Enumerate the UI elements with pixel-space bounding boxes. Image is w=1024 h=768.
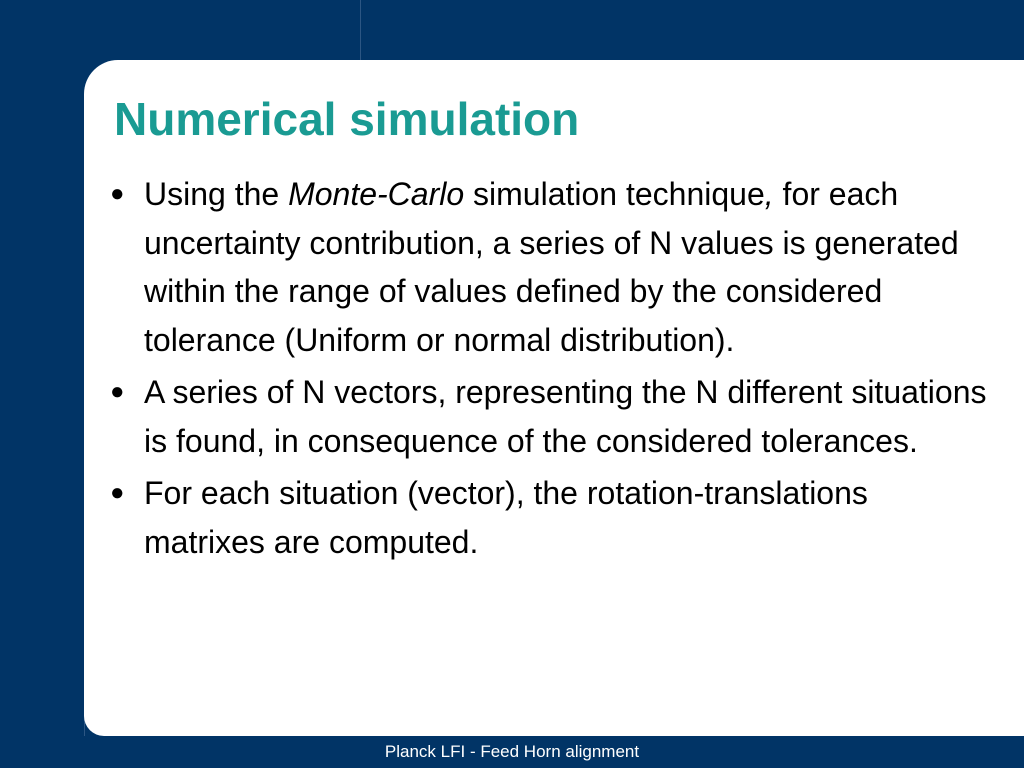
bullet-icon: ● [110, 180, 125, 207]
bullet-text: For each situation (vector), the rotation-translations matrixes are computed. [144, 475, 868, 560]
bullet-text [144, 176, 959, 358]
bullet-text: A series of N vectors, representing the N different situations is found, in consequence of the considered tolerances. [144, 374, 987, 459]
decorative-line [360, 0, 361, 60]
bullet-item [110, 469, 990, 566]
bullet-icon: ● [110, 378, 125, 405]
bullet-icon: ● [110, 479, 125, 506]
bullet-item [110, 368, 990, 465]
slide-title: Numerical simulation [114, 93, 580, 145]
monte-carlo-term: Monte-Carlo [288, 176, 465, 212]
bullet-text-part: for each uncertainty contribution, a series of N values is generated within the range of values defined by the considered tolerance (Uniform or normal distribution). [144, 176, 959, 358]
bullet-list [110, 170, 990, 570]
footer-text: Planck LFI - Feed Horn alignment [384, 742, 640, 761]
bullet-text-comma: , [764, 176, 774, 212]
bullet-text-part: simulation technique [464, 176, 765, 212]
bullet-item [110, 170, 990, 364]
slide-footer [0, 736, 1024, 768]
bullet-text-part: Using the [144, 176, 289, 212]
